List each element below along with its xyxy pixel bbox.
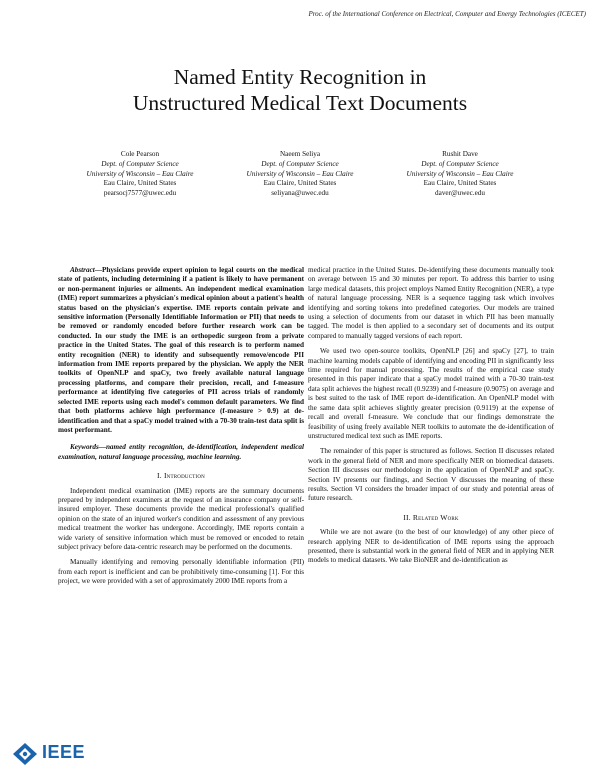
title-line-2: Unstructured Medical Text Documents [132,91,468,115]
author-location: Eau Claire, United States [103,179,177,188]
abstract [58,266,304,435]
author-2 [220,150,380,199]
author-email: daver@uwec.edu [435,189,485,198]
author-3 [380,150,540,199]
abstract-text: —Physicians provide expert opinion to legal courts on the medical state of patients, including determining if a patient is likely to have permanent or non-permanent injuries or ailments. An independent medical examination (IME) report summarizes a physician's medical opinion about a patient's health status based on the physician's expertise. IME reports contain private and sensitive information (Personally Identifiable Information or PII) that needs to be removed or randomly encoded before further research work can be conducted. In our study the IME is an orthopedic surgeon from a private practice in the United States. The goal of this research is to perform named entity recognition (NER) to identify and subsequently remove/encode PII information from IME reports prepared by the physician. We apply the NER toolkits of OpenNLP and spaCy, two freely available natural language processing platforms, and compare their precision, recall, and f-measure performance at identifying five categories of PII across trials of randomly selected IME reports using each model's common default parameters. We find that both platforms achieve high performance (f-measure > 0.9) at de-identification and that a spaCy model trained with a 70-30 train-test data split is most performant. [58,266,304,434]
intro-paragraph-3: medical practice in the United States. De-identifying these documents manually took on average between 15 and 30 minutes per report. To address this barrier to using large medical datasets, this project employs Named Entity Recognition (NER), a type of natural language processing. NER is a sequence tagging task which involves identifying and sorting tokens into predefined categories. Our models are trained using a selection of documents from our dataset in which PII has been manually tagged. The model is then applied to a secondary set of documents and its output compared to manually tagged versions of each report. [308,266,554,340]
author-name: Rushit Dave [442,150,478,158]
author-name: Naeem Seliya [279,150,321,158]
conference-header: Proc. of the International Conference on Electrical, Computer and Energy Technologies (ICECET) [308,10,586,18]
author-location: Eau Claire, United States [423,179,497,188]
author-university: University of Wisconsin – Eau Claire [246,169,354,178]
author-name: Cole Pearson [120,150,160,158]
section-title-introduction: I. Introduction [157,471,205,481]
author-dept: Dept. of Computer Science [421,159,499,168]
section-title-related-work: II. Related Work [403,512,459,522]
author-university: University of Wisconsin – Eau Claire [86,169,194,178]
author-dept: Dept. of Computer Science [261,159,339,168]
intro-paragraph-2: Manually identifying and removing personally identifiable information (PII) from each report is inefficient and can be prohibitively time-consuming [1]. For this project, we were provided with a set of approximately 2000 IME reports from a [58,558,304,586]
abstract-label: Abstract [70,266,95,274]
ieee-logo-text: IEEE [42,742,86,762]
author-location: Eau Claire, United States [263,179,337,188]
right-column [308,266,554,566]
author-email: seliyana@uwec.edu [271,189,329,198]
ieee-logo [12,742,102,766]
intro-paragraph-1: Independent medical examination (IME) reports are the summary documents prepared by independent examiners at the request of an insurance company or self-insured employer. These documents provide the medical professional's qualified opinion on the state of an injured worker's condition and assessment of any previous medical treatment the worker has undergone. Accordingly, IME reports contain a wide variety of sensitive information which must be removed or encoded to retain subject privacy before data-centric research may be performed on the documents. [58,486,304,551]
author-block [60,150,540,199]
author-university: University of Wisconsin – Eau Claire [406,169,514,178]
author-email: pearsocj7577@uwec.edu [103,189,177,198]
paper-title [0,64,600,116]
title-line-1: Named Entity Recognition in [173,65,427,89]
author-1 [60,150,220,199]
author-dept: Dept. of Computer Science [101,159,179,168]
intro-paragraph-4: We used two open-source toolkits, OpenNLP [26] and spaCy [27], to train machine learning models capable of identifying and encoding PII in significantly less time required for manual processing. The results of the empirical case study presented in this paper indicate that a spaCy model trained with a 70-30 train-test data split achieves the highest recall (0.9239) and f-measure (0.9075) on average and is best suited to the task of IME report de-identification. An OpenNLP model with the same data split achieves slightly greater precision (0.9119) at the expense of recall and overall f-measure. We conclude that our findings demonstrate the feasibility of using freely available NER toolkits to automate the de-identification of unstructured medical text such as IME reports. [308,347,554,440]
related-work-paragraph-1: While we are not aware (to the best of our knowledge) of any other piece of research applying NER to de-identification of IME reports using the approach presented, there is substantial work in the general field of NER and in applying NER models to medical datasets. We take BioNER and de-identification as [308,528,554,565]
intro-paragraph-5: The remainder of this paper is structured as follows. Section II discusses related work in the general field of NER and more specifically NER on biomedical datasets. Section III discusses our methodology in the application of OpenNLP and spaCy. Section IV presents our findings, and Section V discusses the meaning of these results. Section VI considers the broader impact of our study and potential areas of future research. [308,447,554,503]
keywords: Keywords—named entity recognition, de-identification, independent medical examination, natural language processing, machine learning. [58,443,304,461]
left-column [58,266,304,587]
ieee-diamond-icon [12,742,38,766]
